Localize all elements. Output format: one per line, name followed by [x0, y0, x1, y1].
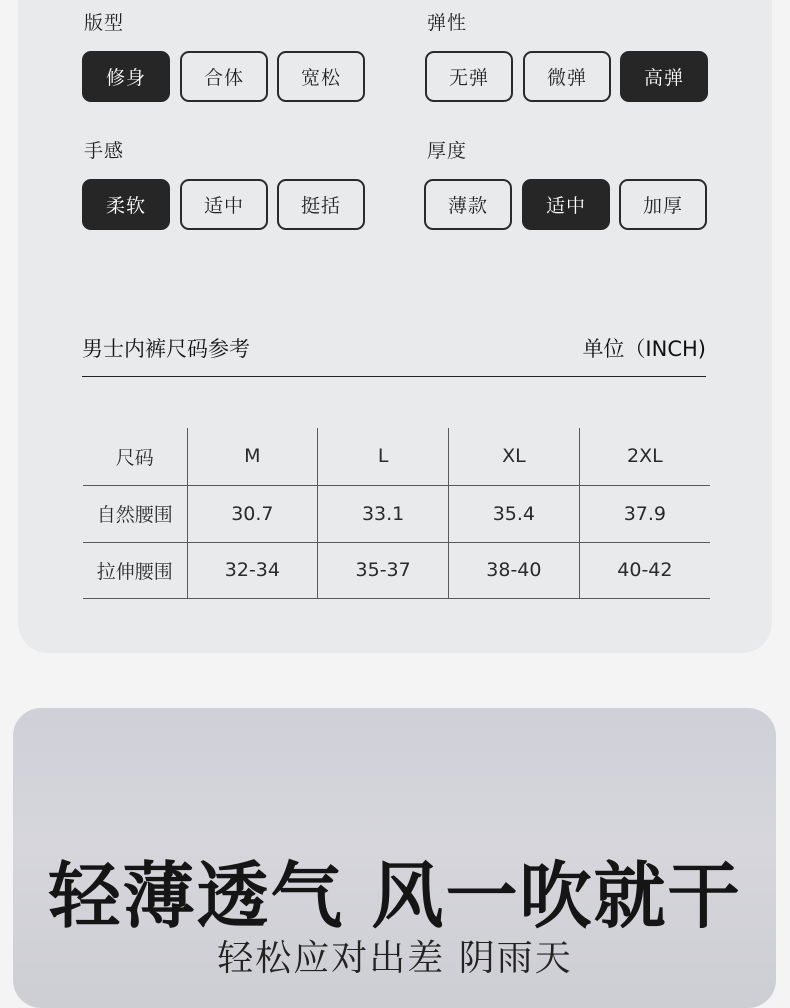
table-header-cell: 尺码	[83, 428, 187, 485]
size-chart-table	[83, 428, 710, 599]
table-header-cell: XL	[449, 428, 580, 485]
table-header-cell: 2XL	[579, 428, 710, 485]
table-header-cell: M	[187, 428, 318, 485]
table-cell: 37.9	[579, 485, 710, 542]
size-chart-unit: 单位（INCH)	[582, 337, 706, 361]
fit-label: 版型	[84, 12, 125, 34]
feel-label: 手感	[84, 140, 125, 162]
feel-option-crisp[interactable]: 挺括	[277, 179, 365, 230]
table-row	[83, 542, 710, 598]
fit-option-regular[interactable]: 合体	[180, 51, 268, 102]
table-cell: 32-34	[187, 542, 318, 598]
thickness-option-thick[interactable]: 加厚	[619, 179, 707, 230]
size-chart-title: 男士内裤尺码参考	[82, 337, 250, 361]
elasticity-option-high[interactable]: 高弹	[620, 51, 708, 102]
promo-subline: 轻松应对出差 阴雨天	[217, 938, 573, 979]
table-cell: 35.4	[449, 485, 580, 542]
fit-option-loose[interactable]: 宽松	[277, 51, 365, 102]
elasticity-option-slight[interactable]: 微弹	[523, 51, 611, 102]
fit-option-slim[interactable]: 修身	[82, 51, 170, 102]
feel-option-soft[interactable]: 柔软	[82, 179, 170, 230]
thickness-label: 厚度	[427, 140, 468, 162]
table-cell: 35-37	[318, 542, 449, 598]
table-cell: 38-40	[449, 542, 580, 598]
thickness-option-thin[interactable]: 薄款	[424, 179, 512, 230]
promo-headline: 轻薄透气 风一吹就干	[48, 854, 742, 938]
table-row-label: 拉伸腰围	[83, 542, 187, 598]
table-header-row	[83, 428, 710, 485]
table-cell: 30.7	[187, 485, 318, 542]
title-divider	[82, 376, 706, 377]
table-header-cell: L	[318, 428, 449, 485]
feel-option-medium[interactable]: 适中	[180, 179, 268, 230]
thickness-option-medium[interactable]: 适中	[522, 179, 610, 230]
table-cell: 33.1	[318, 485, 449, 542]
elasticity-label: 弹性	[427, 12, 468, 34]
table-row-label: 自然腰围	[83, 485, 187, 542]
table-cell: 40-42	[579, 542, 710, 598]
elasticity-option-none[interactable]: 无弹	[425, 51, 513, 102]
table-row	[83, 485, 710, 542]
